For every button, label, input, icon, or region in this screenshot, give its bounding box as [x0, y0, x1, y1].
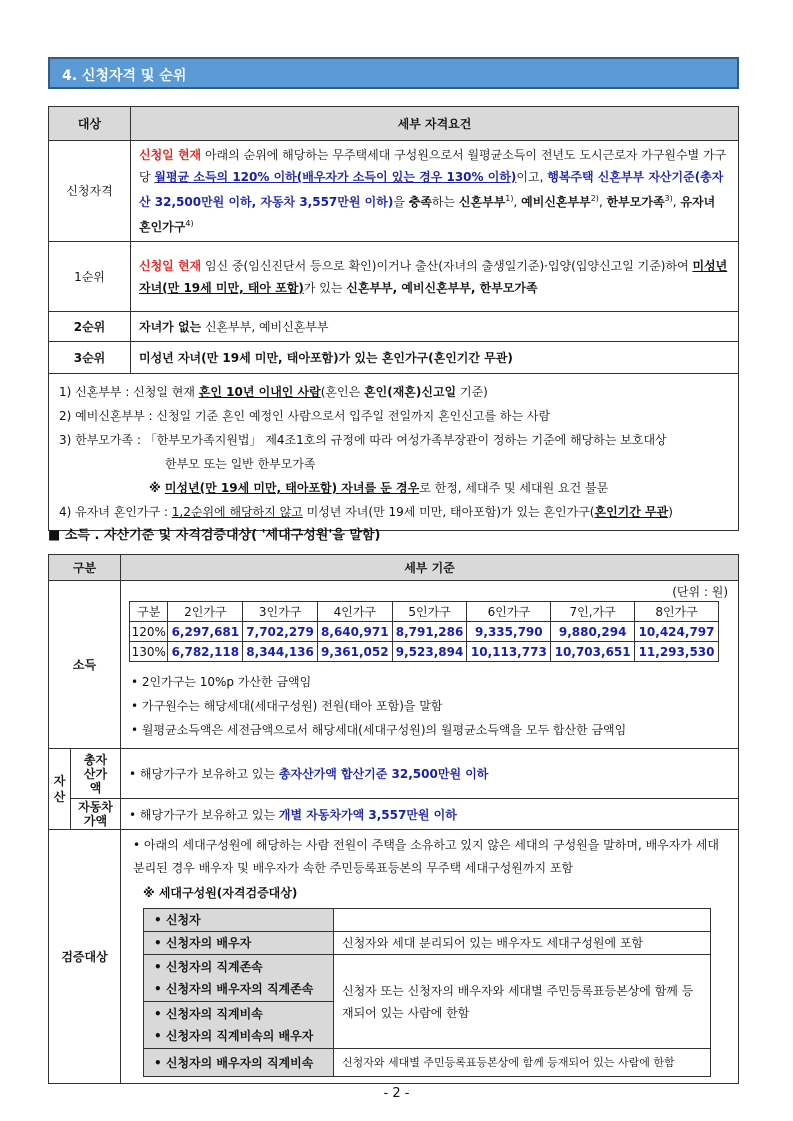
- income-row: [130, 622, 719, 642]
- text-run: 개별 자동차가액 3,557만원 이하: [278, 807, 457, 822]
- income-column-header: 4인가구: [317, 602, 392, 622]
- text-run: 신혼부부, 예비신혼부부, 한부모가족: [346, 280, 538, 295]
- header-detail: 세부 자격요건: [131, 107, 739, 141]
- income-header-row: [130, 602, 719, 622]
- footnote: [59, 404, 728, 428]
- header-category: 구분: [49, 555, 121, 581]
- text-run: 혼인기간 무관: [594, 505, 669, 519]
- income-column-header: 8인가구: [635, 602, 719, 622]
- income-column-header: 2인가구: [168, 602, 243, 622]
- income-value: 9,335,790: [467, 622, 551, 642]
- text-run: 예비신혼부부: [521, 195, 591, 209]
- row-content: [131, 312, 739, 342]
- text-run: 4): [185, 219, 194, 228]
- member-ascendants: • 신청자의 직계존속 • 신청자의 배우자의 직계존속: [144, 955, 334, 1002]
- income-value: 8,344,136: [243, 642, 318, 662]
- page-number: - 2 -: [383, 1086, 410, 1101]
- member-34-desc: 신청자 또는 신청자의 배우자와 세대별 주민등록표등본상에 함께 등재되어 있는 사람에 한함: [334, 955, 711, 1049]
- text-run: 을: [393, 195, 409, 209]
- row-content: [131, 342, 739, 374]
- text-run: 충족: [408, 195, 432, 209]
- member-descendants: • 신청자의 직계비속 • 신청자의 직계비속의 배우자: [144, 1002, 334, 1049]
- text-run: 신청일 현재: [139, 258, 202, 273]
- text-run: 미성년 자녀(만 19세 미만, 태아 포함): [139, 258, 728, 295]
- car-asset-cell: [121, 799, 739, 830]
- row-content: [131, 242, 739, 312]
- text-run: 미성년 자녀(만 19세 미만, 태아포함)가 있는 혼인가구(혼인기간 무관): [139, 350, 513, 365]
- text-run: 유자녀 혼인가구: [139, 195, 716, 234]
- text-run: ※: [149, 481, 165, 495]
- members-table: [143, 908, 711, 1077]
- footnote: [59, 428, 728, 452]
- section2-title: ■ 소득 . 자산기준 및 자격검증대상( '세대구성원'을 말함): [48, 528, 381, 543]
- total-asset-cell: [121, 749, 739, 799]
- text-run: 2): [590, 194, 599, 203]
- text-run: ): [668, 505, 673, 519]
- footnote: [59, 500, 728, 524]
- income-bullet: • 월평균소득액은 세전금액으로서 해당세대(세대구성원)의 월평균소득액을 모두 합산한 금액임: [131, 723, 627, 737]
- text-run: 1,2순위에 해당하지 않고: [171, 505, 303, 519]
- text-run: 임신 중(임신진단서 등으로 확인)이거나 출산(자녀의 출생일기준)·입양(입양신고일 기준)하여: [201, 258, 693, 273]
- income-table: [129, 601, 719, 662]
- row-content: [131, 141, 739, 242]
- text-run: • 해당가구가 보유하고 있는: [129, 767, 279, 781]
- text-run: 로 한정, 세대주 및 세대원 요건 불문: [419, 481, 609, 495]
- text-run: (혼인은: [320, 385, 365, 399]
- header-target: 대상: [49, 107, 131, 141]
- member-spouse-descendants: • 신청자의 배우자의 직계비속: [144, 1049, 334, 1077]
- income-value: 10,703,651: [551, 642, 635, 662]
- member-spouse: • 신청자의 배우자: [144, 932, 334, 955]
- income-value: 6,782,118: [168, 642, 243, 662]
- income-value: 6,297,681: [168, 622, 243, 642]
- text-run: 혼인(재혼)신고일: [364, 385, 457, 399]
- text-run: 한부모가족: [606, 195, 665, 209]
- income-value: 10,424,797: [635, 622, 719, 642]
- income-value: 9,361,052: [317, 642, 392, 662]
- text-run: 하는: [431, 195, 459, 209]
- income-column-header: 3인가구: [243, 602, 318, 622]
- income-row: [130, 642, 719, 662]
- verify-cell: [121, 830, 739, 1084]
- asset-label: [49, 749, 71, 830]
- text-run: 자녀가 없는: [139, 319, 202, 334]
- header-detail: 세부 기준: [121, 555, 739, 581]
- income-bullet: • 가구원수는 해당세대(세대구성원) 전원(태아 포함)을 말함: [131, 699, 443, 713]
- text-run: ,: [598, 195, 607, 209]
- total-asset-label: 총자산가액: [71, 749, 121, 799]
- text-run: ,: [672, 195, 681, 209]
- text-run: ,: [513, 195, 522, 209]
- text-run: 신혼부부: [458, 195, 506, 209]
- eligibility-table: [48, 106, 739, 531]
- text-run: 행복주택 신혼부부 자산기준(총자산 32,500만원 이하, 자동차 3,557만원 이하): [139, 170, 724, 209]
- income-row-label: 120%: [130, 622, 168, 642]
- verify-intro: • 아래의 세대구성원에 해당하는 사람 전원이 주택을 소유하고 있지 않은 세대의 구성원을 말하며, 배우자가 세대 분리된 경우 배우자 및 배우자가 속한 주민등록표등본의 무주택 세대구성원까지 포함: [133, 838, 719, 875]
- income-column-header: 구분: [130, 602, 168, 622]
- income-value: 8,640,971: [317, 622, 392, 642]
- text-run: 아래의 순위에 해당하는 무주택세대 구성원으로서 월평균소득이 전년도 도시근로자 가구원수별 가구당: [139, 148, 727, 184]
- text-run: 총자산가액 합산기준 32,500만원 이하: [278, 767, 489, 781]
- row-label: 2순위: [49, 312, 131, 342]
- member-spouse-desc: 신청자와 세대 분리되어 있는 배우자도 세대구성원에 포함: [334, 932, 711, 955]
- text-run: • 해당가구가 보유하고 있는: [129, 807, 279, 822]
- income-column-header: 6인가구: [467, 602, 551, 622]
- text-run: 월평균 소득의 120% 이하(배우자가 소득이 있는 경우 130% 이하): [154, 170, 517, 184]
- text-run: 미성년 자녀(만 19세 미만, 태아포함)가 있는 혼인가구(: [302, 505, 595, 519]
- income-value: 10,113,773: [467, 642, 551, 662]
- income-value: 11,293,530: [635, 642, 719, 662]
- footnotes: [49, 374, 739, 531]
- row-label: 1순위: [49, 242, 131, 312]
- income-bullet: • 2인가구는 10%p 가산한 금액임: [131, 675, 312, 689]
- footnote: [59, 476, 728, 500]
- text-run: 2) 예비신혼부부 : 신청일 기준 혼인 예정인 사람으로서 입주일 전일까지 혼인신고를 하는 사람: [59, 409, 551, 423]
- text-run: 이고,: [516, 170, 548, 184]
- row-label: 신청자격: [49, 141, 131, 242]
- footnote: [59, 380, 728, 404]
- members-title: ※ 세대구성원(자격검증대상): [143, 886, 298, 900]
- footnote: [59, 452, 728, 476]
- unit-label: (단위 : 원): [672, 585, 728, 599]
- text-run: 신혼부부, 예비신혼부부: [201, 319, 329, 334]
- verify-label: 검증대상: [49, 830, 121, 1084]
- text-run: 가 있는: [303, 280, 347, 295]
- text-run: 1) 신혼부부 : 신청일 현재: [59, 385, 199, 399]
- income-label: 소득: [49, 581, 121, 749]
- text-run: 한부모 또는 일반 한부모가족: [165, 457, 316, 471]
- member-5-desc: 신청자와 세대별 주민등록표등본상에 함께 등재되어 있는 사람에 한함: [334, 1049, 711, 1077]
- member-applicant: • 신청자: [144, 909, 334, 932]
- income-row-label: 130%: [130, 642, 168, 662]
- text-run: 미성년(만 19세 미만, 태아포함) 자녀를 둔 경우: [164, 481, 420, 495]
- text-run: 기준): [456, 385, 488, 399]
- text-run: 3) 한부모가족 : 「한부모가족지원법」 제4조1호의 규정에 따라 여성가족부장관이 정하는 기준에 해당하는 보호대상: [59, 433, 667, 447]
- income-column-header: 7인,가구: [551, 602, 635, 622]
- car-asset-label: 자동차가액: [71, 799, 121, 830]
- income-cell: [121, 581, 739, 749]
- text-run: 4) 유자녀 혼인가구 :: [59, 505, 172, 519]
- income-value: 9,523,894: [392, 642, 467, 662]
- income-value: 8,791,286: [392, 622, 467, 642]
- text-run: 혼인 10년 이내인 사람: [198, 385, 321, 399]
- text-run: 3): [664, 194, 673, 203]
- income-value: 7,702,279: [243, 622, 318, 642]
- criteria-table: [48, 554, 739, 1084]
- section-title: 4. 신청자격 및 순위: [48, 57, 739, 89]
- income-column-header: 5인가구: [392, 602, 467, 622]
- text-run: 1): [505, 194, 514, 203]
- asset-group-label: 자산: [53, 774, 66, 804]
- text-run: 신청일 현재: [139, 148, 202, 162]
- row-label: 3순위: [49, 342, 131, 374]
- income-value: 9,880,294: [551, 622, 635, 642]
